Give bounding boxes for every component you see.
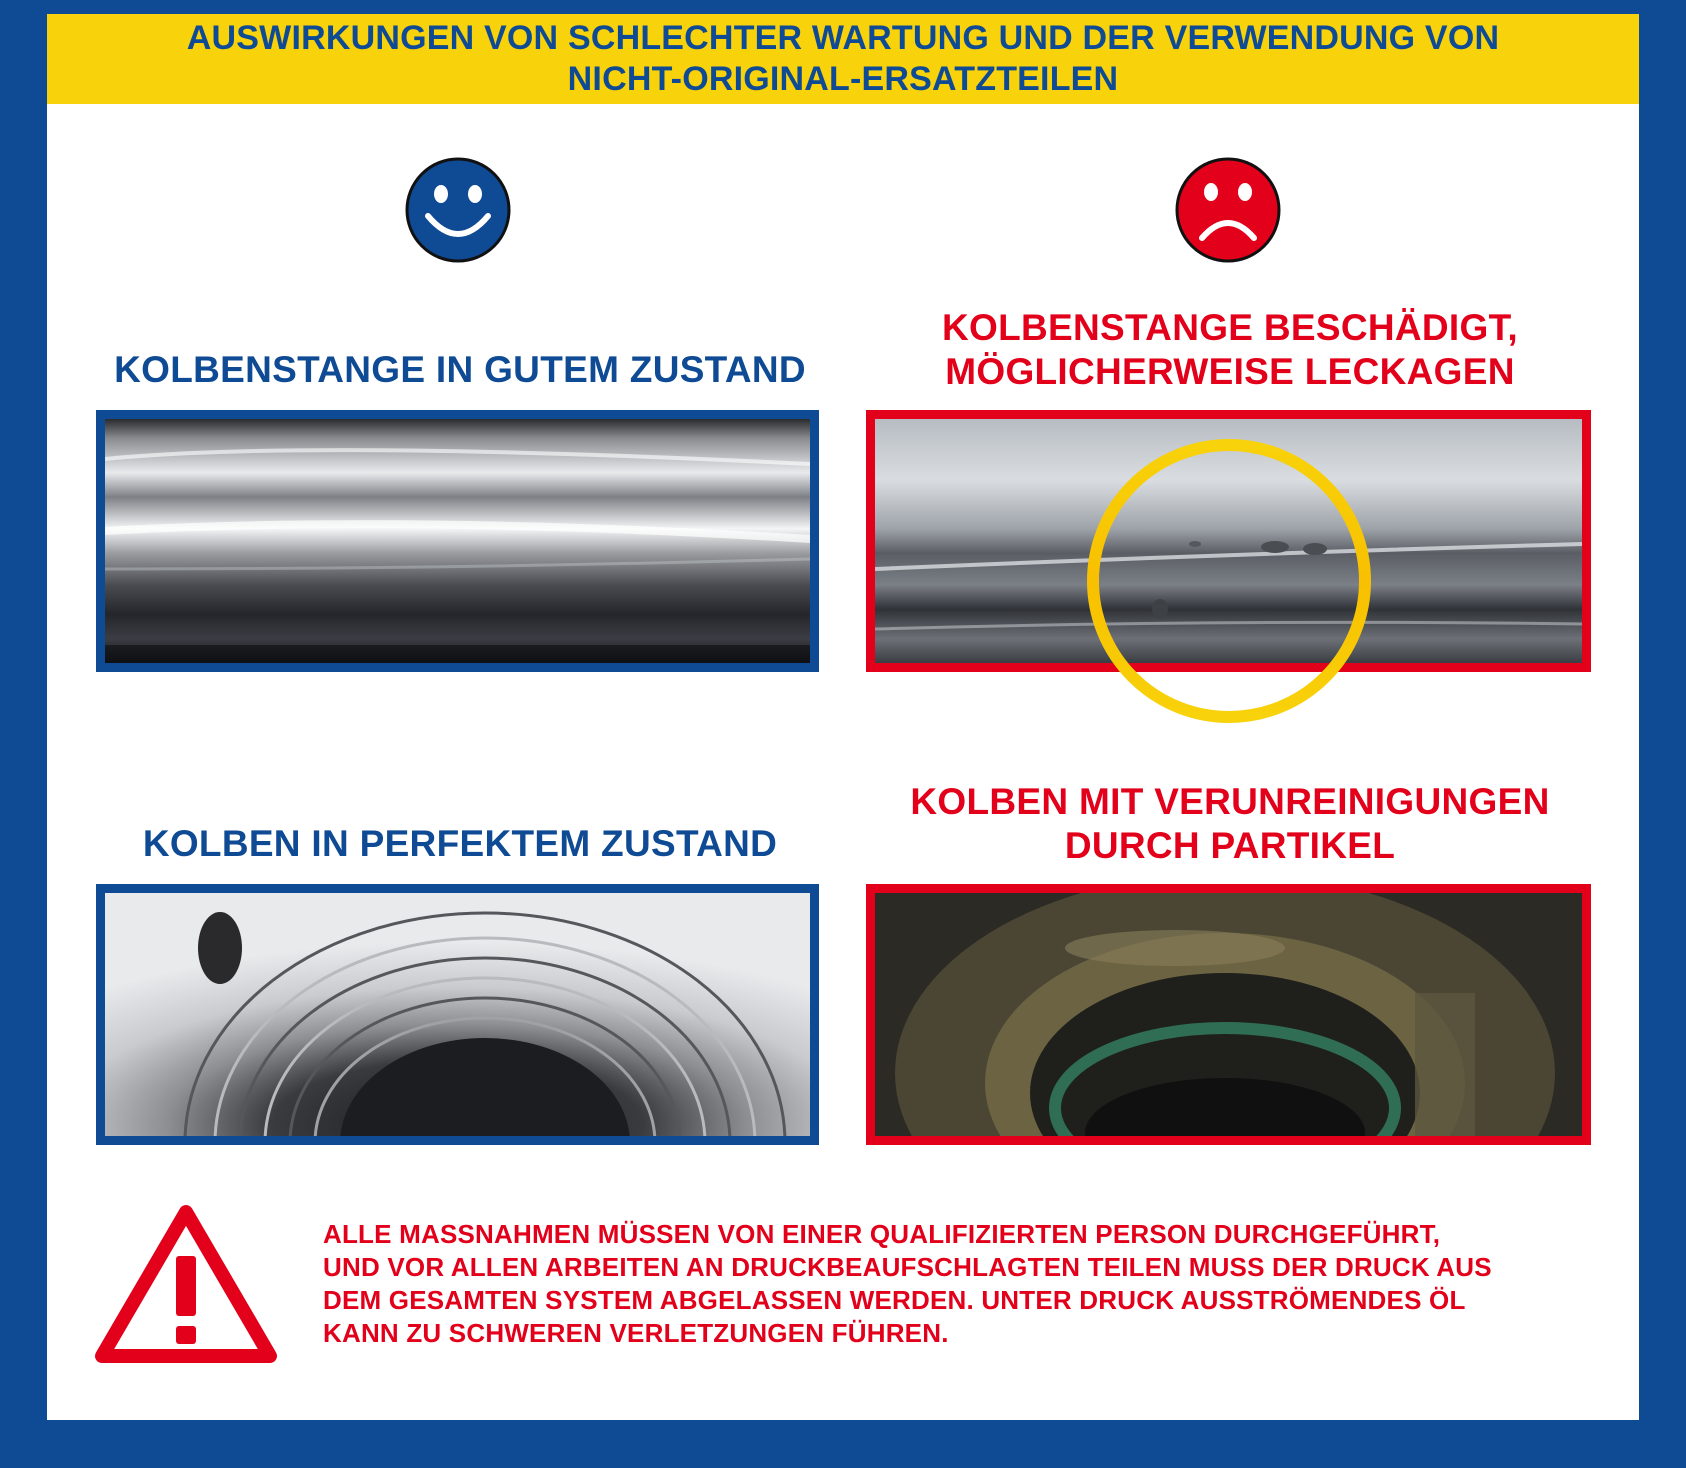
content-area xyxy=(47,47,1639,1420)
caption-piston-bad-line-1: KOLBEN MIT VERUNREINIGUNGEN xyxy=(910,781,1550,822)
caption-rod-good-line: KOLBENSTANGE IN GUTEM ZUSTAND xyxy=(114,349,806,390)
caption-rod-good xyxy=(96,348,824,392)
caption-piston-bad-line-2: DURCH PARTIKEL xyxy=(1064,825,1396,866)
smiley-sad-icon xyxy=(1174,156,1282,264)
warning-triangle-icon xyxy=(94,1202,278,1368)
safety-warning-text xyxy=(323,1218,1613,1350)
caption-piston-good xyxy=(96,822,824,866)
caption-piston-good-line: KOLBEN IN PERFEKTEM ZUSTAND xyxy=(142,823,778,864)
warning-line: UND VOR ALLEN ARBEITEN AN DRUCKBEAUFSCHLAGTEN TEILEN MUSS DER DRUCK AUS xyxy=(323,1252,1492,1282)
caption-piston-bad xyxy=(866,780,1594,868)
photo-rod-bad xyxy=(866,410,1591,672)
title-line-2: NICHT-ORIGINAL-ERSATZTEILEN xyxy=(567,60,1119,98)
caption-rod-bad-line-1: KOLBENSTANGE BESCHÄDIGT, xyxy=(942,307,1518,348)
warning-line: DEM GESAMTEN SYSTEM ABGELASSEN WERDEN. UNTER DRUCK AUSSTRÖMENDES ÖL xyxy=(323,1285,1466,1315)
smiley-happy-icon xyxy=(404,156,512,264)
photo-piston-good xyxy=(96,884,819,1145)
warning-line: ALLE MASSNAHMEN MÜSSEN VON EINER QUALIFIZIERTEN PERSON DURCHGEFÜHRT, xyxy=(323,1219,1441,1249)
photo-piston-bad xyxy=(866,884,1591,1145)
caption-rod-bad-line-2: MÖGLICHERWEISE LECKAGEN xyxy=(945,351,1515,392)
title-banner xyxy=(47,14,1639,104)
caption-rod-bad xyxy=(866,306,1594,394)
warning-line: KANN ZU SCHWEREN VERLETZUNGEN FÜHREN. xyxy=(323,1318,949,1348)
title-line-1: AUSWIRKUNGEN VON SCHLECHTER WARTUNG UND DER VERWENDUNG VON xyxy=(186,19,1500,57)
photo-rod-good xyxy=(96,410,819,672)
